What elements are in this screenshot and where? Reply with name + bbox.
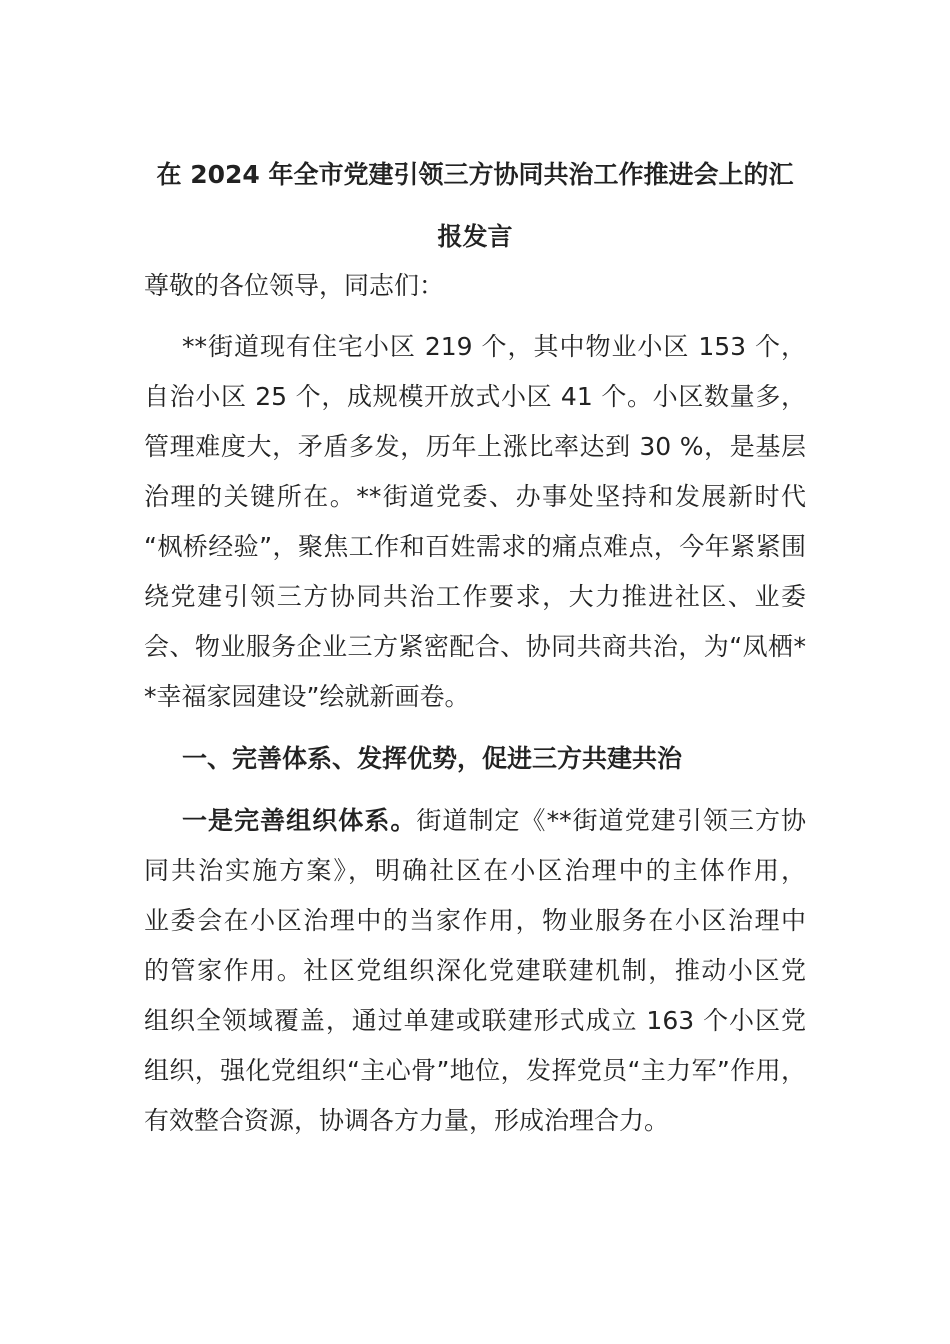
- paragraph-1-line: *幸福家园建设”绘就新画卷。: [144, 682, 470, 711]
- paragraph-2-first-rest: 街道制定《**街道党建引领三方协: [416, 806, 806, 835]
- salutation: 尊敬的各位领导，同志们：: [144, 271, 445, 300]
- paragraph-1-line: 自治小区 25 个，成规模开放式小区 41 个。小区数量多，: [144, 382, 806, 411]
- paragraph-1-line: 管理难度大，矛盾多发，历年上涨比率达到 30 %，是基层: [144, 432, 806, 461]
- paragraph-1-line: 会、物业服务企业三方紧密配合、协同共商共治，为“凤栖*: [144, 632, 806, 661]
- paragraph-2-line: 业委会在小区治理中的当家作用，物业服务在小区治理中: [144, 906, 806, 935]
- title-line-2: 报发言: [437, 222, 513, 251]
- paragraph-2-first-line: [182, 805, 806, 837]
- paragraph-2-line: 的管家作用。社区党组织深化党建联建机制，推动小区党: [144, 956, 806, 985]
- paragraph-1-line: 治理的关键所在。**街道党委、办事处坚持和发展新时代: [144, 482, 806, 511]
- paragraph-2-lead: 一是完善组织体系。: [182, 806, 417, 835]
- paragraph-2-line: 组织全领域覆盖，通过单建或联建形式成立 163 个小区党: [144, 1006, 806, 1035]
- section-heading-1: 一、完善体系、发挥优势，促进三方共建共治: [182, 744, 683, 773]
- paragraph-2-line: 有效整合资源，协调各方力量，形成治理合力。: [144, 1106, 670, 1135]
- paragraph-2-line: 组织，强化党组织“主心骨”地位，发挥党员“主力军”作用，: [144, 1056, 806, 1085]
- paragraph-2-line: 同共治实施方案》，明确社区在小区治理中的主体作用，: [144, 856, 806, 885]
- paragraph-1-line: 绕党建引领三方协同共治工作要求，大力推进社区、业委: [144, 582, 806, 611]
- paragraph-1-line: “枫桥经验”，聚焦工作和百姓需求的痛点难点，今年紧紧围: [144, 532, 806, 561]
- title-line-1: 在 2024 年全市党建引领三方协同共治工作推进会上的汇: [156, 160, 794, 189]
- paragraph-1-line: **街道现有住宅小区 219 个，其中物业小区 153 个，: [182, 332, 806, 361]
- document-title: [144, 144, 806, 268]
